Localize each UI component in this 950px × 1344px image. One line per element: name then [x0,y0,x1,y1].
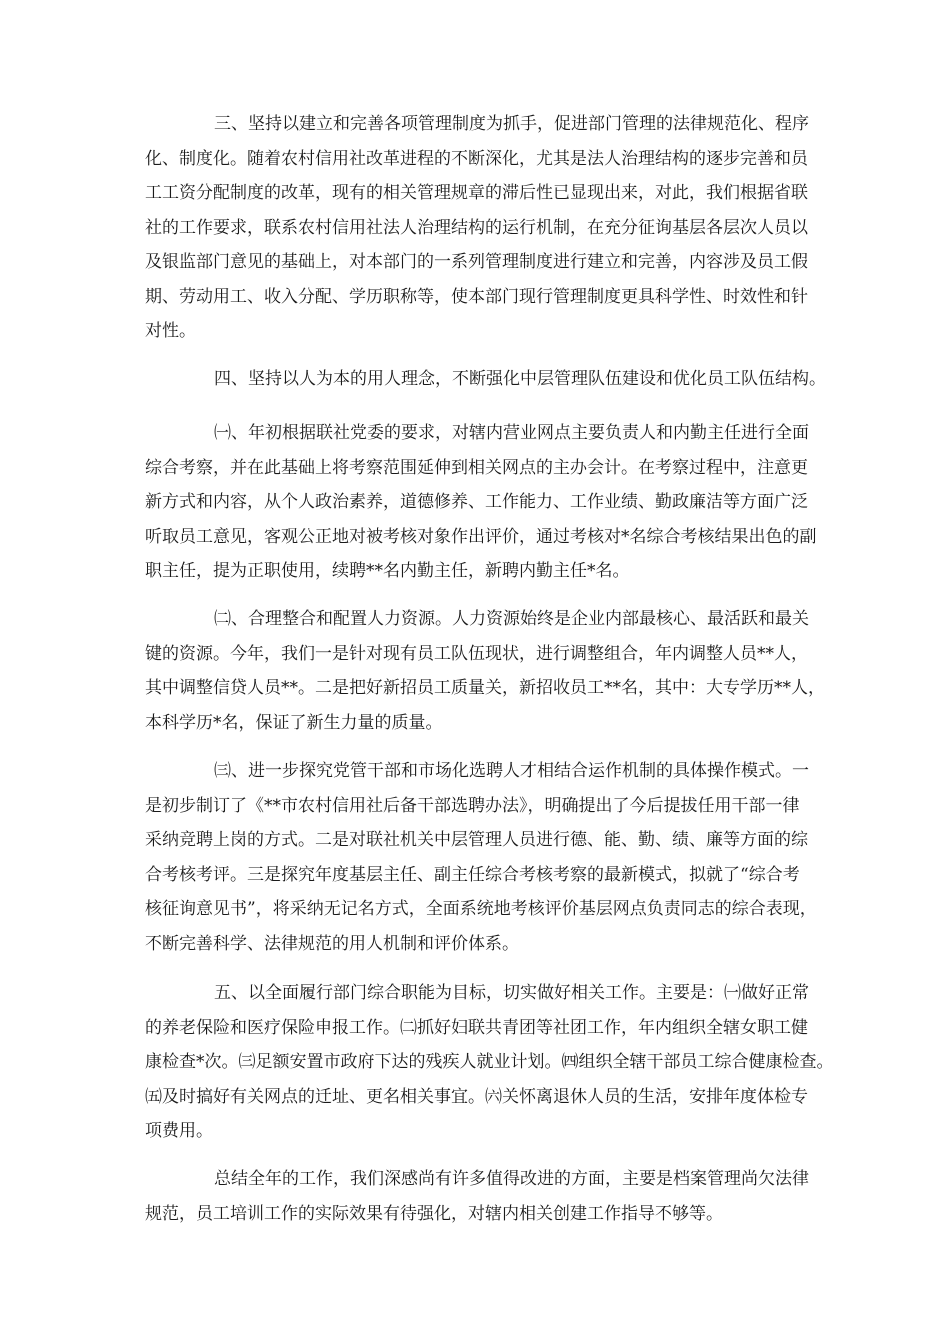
paragraph-line: 项费用。 [145,1121,213,1141]
paragraph-summary [145,1162,815,1231]
paragraph-line: 的养老保险和医疗保险申报工作。㈡抓好妇联共青团等社团工作，年内组织全辖女职工健 [145,1017,808,1038]
paragraph-comprehensive-duties [145,976,834,1149]
paragraph-line: 五、以全面履行部门综合职能为目标，切实做好相关工作。主要是：㈠做好正常 [214,983,809,1003]
paragraph-line: 社的工作要求，联系农村信用社法人治理结构的运行机制，在充分征询基层各层次人员以 [145,217,808,238]
paragraph-line: 职主任，提为正职使用，续聘**名内勤主任，新聘内勤主任*名。 [145,561,630,581]
paragraph-line: 键的资源。今年，我们一是针对现有员工队伍现状，进行调整组合，年内调整人员**人， [145,643,808,664]
paragraph-line: 四、坚持以人为本的用人理念，不断强化中层管理队伍建设和优化员工队伍结构。 [214,369,826,389]
paragraph-line: 对性。 [145,321,196,341]
paragraph-item-3 [145,754,815,961]
paragraph-line: 不断完善科学、法律规范的用人机制和评价体系。 [145,933,519,954]
paragraph-line: 听取员工意见，客观公正地对被考核对象作出评价，通过考核对*名综合考核结果出色的副 [145,526,817,547]
paragraph-line: 期、劳动用工、收入分配、学历职称等，使本部门现行管理制度更具科学性、时效性和针 [145,286,808,307]
paragraph-people-oriented [145,362,826,397]
paragraph-line: 及银监部门意见的基础上，对本部门的一系列管理制度进行建立和完善，内容涉及员工假 [145,252,808,272]
paragraph-line: 总结全年的工作，我们深感尚有许多值得改进的方面，主要是档案管理尚欠法律 [214,1169,809,1189]
paragraph-item-2 [145,602,825,740]
paragraph-item-1 [145,416,815,589]
paragraph-line: 康检查*次。㈢足额安置市政府下达的残疾人就业计划。㈣组织全辖干部员工综合健康检查。 [145,1052,834,1072]
paragraph-line: ㈢、进一步探究党管干部和市场化选聘人才相结合运作机制的具体操作模式。一 [214,761,809,781]
paragraph-line: 三、坚持以建立和完善各项管理制度为抓手，促进部门管理的法律规范化、程序 [214,114,809,134]
paragraph-line: 新方式和内容，从个人政治素养，道德修养、工作能力、工作业绩、勤政廉洁等方面广泛 [145,492,808,512]
paragraph-line: 合考核考评。三是探究年度基层主任、副主任综合考核考察的最新模式，拟就了“综合考 [145,864,800,885]
paragraph-line: 工工资分配制度的改革，现有的相关管理规章的滞后性已显现出来，对此，我们根据省联 [145,183,808,203]
paragraph-line: 规范，员工培训工作的实际效果有待强化，对辖内相关创建工作指导不够等。 [145,1203,723,1224]
paragraph-management-system [145,107,815,349]
paragraph-line: 本科学历*名，保证了新生力量的质量。 [145,712,443,733]
paragraph-line: 是初步制订了《**市农村信用社后备干部选聘办法》，明确提出了今后提拔任用干部一律 [145,795,800,816]
paragraph-line: 综合考察，并在此基础上将考察范围延伸到相关网点的主办会计。在考察过程中，注意更 [145,457,808,478]
paragraph-line: ㈤及时搞好有关网点的迁址、更名相关事宜。㈥关怀离退休人员的生活，安排年度体检专 [145,1086,808,1107]
paragraph-line: 化、制度化。随着农村信用社改革进程的不断深化，尤其是法人治理结构的逐步完善和员 [145,148,808,169]
paragraph-line: ㈡、合理整合和配置人力资源。人力资源始终是企业内部最核心、最活跃和最关 [214,609,809,629]
paragraph-line: 核征询意见书”，将采纳无记名方式，全面系统地考核评价基层网点负责同志的综合表现， [145,899,817,919]
paragraph-line: ㈠、年初根据联社党委的要求，对辖内营业网点主要负责人和内勤主任进行全面 [214,423,809,443]
paragraph-line: 其中调整信贷人员**。二是把好新招员工质量关，新招收员工**名，其中：大专学历**人， [145,678,825,698]
paragraph-line: 采纳竞聘上岗的方式。二是对联社机关中层管理人员进行德、能、勤、绩、廉等方面的综 [145,830,808,850]
